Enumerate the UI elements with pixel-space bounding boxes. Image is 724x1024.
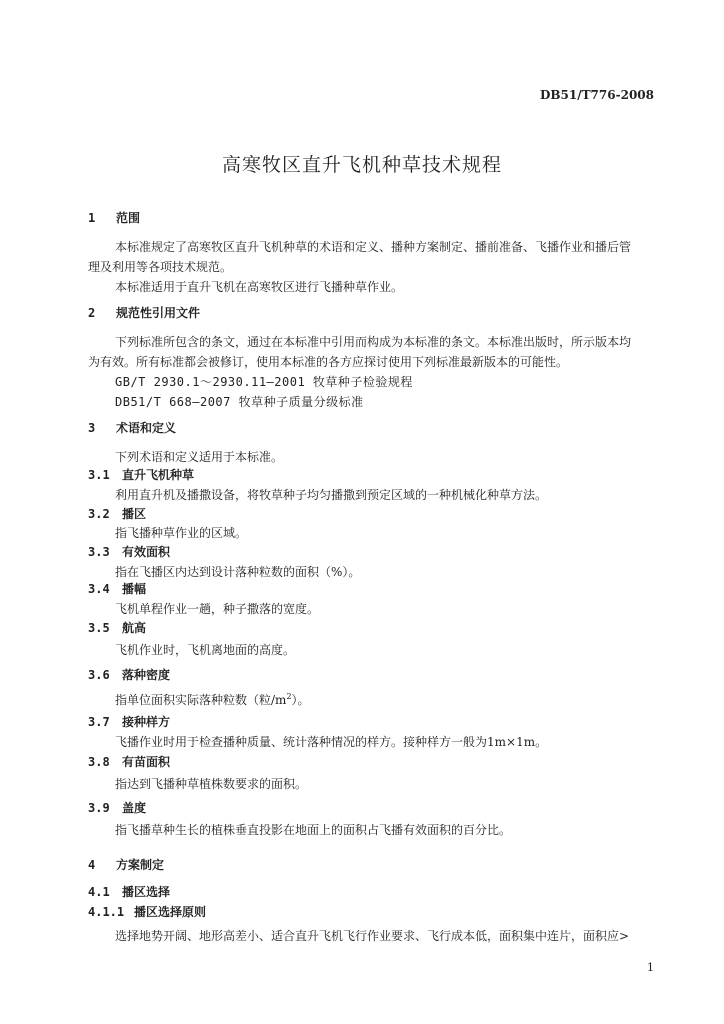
term-definition: 飞播作业时用于检查播种质量、统计落种情况的样方。接种样方一般为1m×1m。: [115, 735, 548, 749]
term-3-8-heading: 3.8 有苗面积: [88, 755, 171, 769]
reference-item: DB51/T 668—2007 牧草种子质量分级标准: [115, 395, 364, 409]
section-2-heading: 2 规范性引用文件: [88, 306, 201, 320]
paragraph: 选择地势开阔、地形高差小、适合直升飞机飞行作业要求、飞行成本低，面积集中连片，面积应>: [115, 929, 630, 943]
term-definition: 飞机作业时，飞机离地面的高度。: [115, 643, 296, 657]
section-4-heading: 4 方案制定: [88, 858, 165, 872]
term-definition: 指飞播草种生长的植株垂直投影在地面上的面积占飞播有效面积的百分比。: [115, 823, 512, 837]
term-definition: 利用直升机及播撒设备，将牧草种子均匀播撒到预定区域的一种机械化种草方法。: [115, 488, 548, 502]
paragraph: 理及利用等各项技术规范。: [88, 260, 233, 274]
term-3-4-heading: 3.4 播幅: [88, 582, 147, 596]
term-definition: 指飞播种草作业的区域。: [115, 526, 248, 540]
subsection-4-1-1-heading: 4.1.1 播区选择原则: [88, 905, 207, 919]
term-3-7-heading: 3.7 接种样方: [88, 715, 171, 729]
document-code: DB51/T776-2008: [540, 88, 654, 102]
paragraph: 本标准适用于直升飞机在高寒牧区进行飞播种草作业。: [115, 280, 404, 294]
term-3-6-heading: 3.6 落种密度: [88, 668, 171, 682]
term-3-1-heading: 3.1 直升飞机种草: [88, 468, 195, 482]
section-1-heading: 1 范围: [88, 211, 141, 225]
paragraph: 下列标准所包含的条文，通过在本标准中引用而构成为本标准的条文。本标准出版时，所示版本均: [115, 335, 632, 349]
term-3-5-heading: 3.5 航高: [88, 621, 147, 635]
paragraph: 本标准规定了高寒牧区直升飞机种草的术语和定义、播种方案制定、播前准备、飞播作业和播后管: [115, 240, 632, 254]
term-definition: 飞机单程作业一趟，种子撒落的宽度。: [115, 602, 320, 616]
reference-item: GB/T 2930.1～2930.11—2001 牧草种子检验规程: [115, 375, 413, 389]
term-3-9-heading: 3.9 盖度: [88, 801, 147, 815]
subsection-4-1-heading: 4.1 播区选择: [88, 885, 171, 899]
paragraph: 为有效。所有标准都会被修订，使用本标准的各方应探讨使用下列标准最新版本的可能性。: [88, 355, 569, 369]
section-3-heading: 3 术语和定义: [88, 421, 177, 435]
term-definition: 指单位面积实际落种粒数（粒$/m^2$）。: [115, 692, 310, 707]
term-3-2-heading: 3.2 播区: [88, 507, 147, 521]
paragraph: 下列术语和定义适用于本标准。: [115, 450, 284, 464]
page-number: 1: [647, 961, 654, 974]
term-definition: 指达到飞播种草植株数要求的面积。: [115, 777, 308, 791]
term-definition: 指在飞播区内达到设计落种粒数的面积（%）。: [115, 565, 361, 579]
term-3-3-heading: 3.3 有效面积: [88, 545, 171, 559]
document-title: 高寒牧区直升飞机种草技术规程: [221, 154, 502, 176]
